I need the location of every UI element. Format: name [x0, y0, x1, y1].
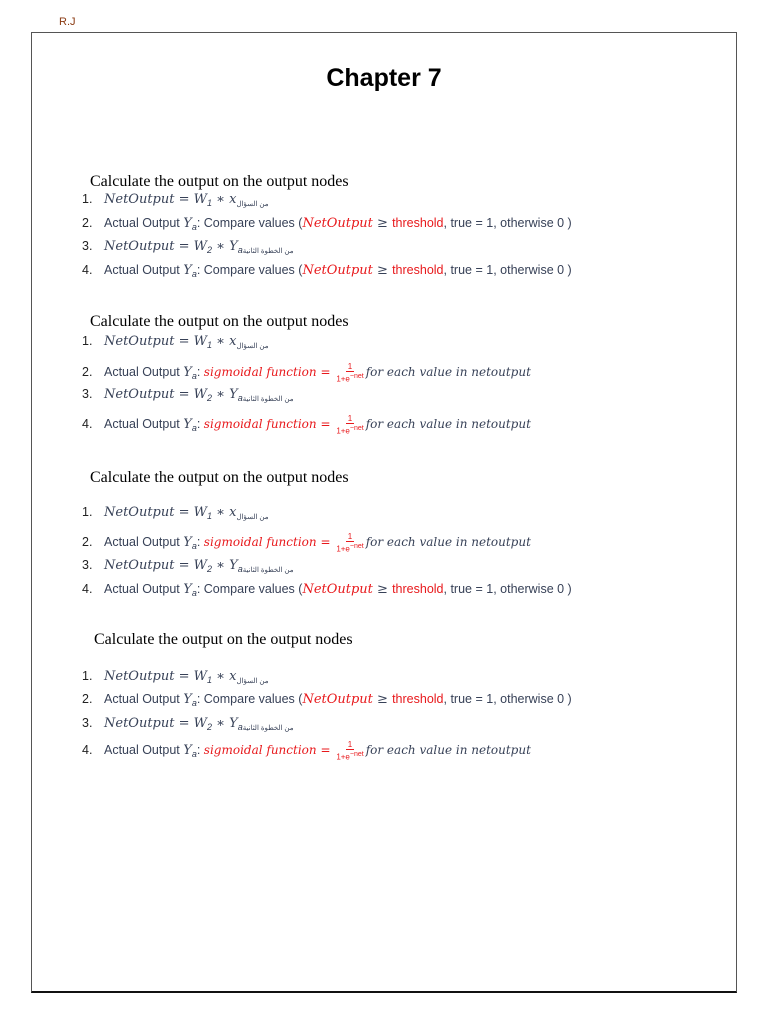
fraction-numerator: 1 — [347, 362, 353, 371]
compare-tail: , true = 1, otherwise 0 ) — [443, 263, 572, 277]
input-symbol: Y — [229, 387, 238, 402]
list-item — [82, 414, 531, 436]
netoutput-symbol: NetOutput — [104, 387, 175, 402]
list-item — [82, 716, 293, 732]
netoutput-symbol: NetOutput — [302, 263, 373, 278]
section-heading: Calculate the output on the output nodes — [90, 173, 349, 190]
weight-symbol: W — [193, 239, 208, 254]
equals-sign: = — [174, 334, 194, 349]
equals-sign: = — [174, 558, 194, 573]
list-item — [82, 239, 293, 255]
item-number: 3. — [82, 239, 93, 253]
actual-output-label: Actual Output — [104, 743, 184, 758]
list-item — [82, 582, 572, 598]
equals-sign: = — [316, 417, 335, 432]
multiply-sign: ∗ — [212, 558, 230, 573]
denominator-exponent: −net — [349, 373, 364, 380]
netoutput-symbol: NetOutput — [104, 716, 175, 731]
input-symbol: Y — [229, 239, 238, 254]
denominator-base: 1+e — [336, 544, 350, 554]
input-subscript: a — [237, 564, 243, 574]
sigmoidal-function-label: sigmoidal function — [203, 743, 317, 758]
list-item — [82, 334, 268, 350]
sigmoid-fraction — [336, 414, 363, 436]
netoutput-symbol: NetOutput — [104, 505, 175, 520]
equals-sign: = — [174, 505, 194, 520]
page-title: Chapter 7 — [326, 64, 442, 92]
ya-subscript: a — [191, 423, 197, 434]
item-number: 3. — [82, 716, 93, 730]
list-item — [82, 532, 531, 554]
denominator-base: 1+e — [336, 752, 350, 762]
ya-subscript: a — [191, 588, 197, 598]
fraction-denominator — [336, 372, 363, 384]
denominator-base: 1+e — [336, 426, 350, 436]
weight-symbol: W — [193, 669, 208, 684]
multiply-sign: ∗ — [212, 239, 230, 254]
netoutput-symbol: NetOutput — [104, 558, 175, 573]
item-number: 2. — [82, 535, 93, 550]
weight-subscript: 2 — [207, 393, 213, 403]
ya-symbol: Y — [183, 692, 192, 707]
section-heading: Calculate the output on the output nodes — [90, 313, 349, 330]
multiply-sign: ∗ — [212, 716, 230, 731]
sigmoidal-function-label: sigmoidal function — [203, 417, 317, 432]
weight-symbol: W — [193, 192, 208, 207]
arabic-note: من السؤال — [236, 201, 269, 208]
ya-subscript: a — [191, 541, 197, 552]
item-number: 2. — [82, 216, 93, 230]
list-item — [82, 558, 293, 574]
threshold-label: threshold — [392, 263, 444, 277]
list-item — [82, 692, 572, 708]
actual-output-label: Actual Output — [104, 263, 184, 277]
multiply-sign: ∗ — [212, 334, 230, 349]
ya-symbol: Y — [183, 582, 192, 597]
weight-subscript: 2 — [207, 245, 213, 255]
compare-tail: , true = 1, otherwise 0 ) — [443, 216, 572, 230]
section-heading: Calculate the output on the output nodes — [94, 631, 353, 648]
ya-subscript: a — [191, 371, 197, 382]
actual-output-label: Actual Output — [104, 365, 184, 380]
actual-output-label: Actual Output — [104, 417, 184, 432]
netoutput-symbol: NetOutput — [104, 192, 175, 207]
fraction-numerator: 1 — [347, 532, 353, 541]
item-number: 2. — [82, 365, 93, 380]
arabic-note: من السؤال — [236, 514, 269, 521]
weight-symbol: W — [193, 716, 208, 731]
colon: : — [196, 365, 204, 380]
item-number: 1. — [82, 505, 93, 519]
item-number: 3. — [82, 387, 93, 401]
fraction-denominator — [336, 424, 363, 436]
geq-sign: ≥ — [372, 216, 393, 231]
ya-subscript: a — [191, 269, 197, 279]
equals-sign: = — [316, 743, 335, 758]
threshold-label: threshold — [392, 216, 444, 230]
compare-values-label: Compare values ( — [203, 216, 303, 230]
netoutput-symbol: NetOutput — [302, 692, 373, 707]
compare-tail: , true = 1, otherwise 0 ) — [443, 692, 572, 706]
input-subscript: a — [237, 245, 243, 255]
arabic-note: من السؤال — [236, 343, 269, 350]
ya-symbol: Y — [183, 216, 192, 231]
ya-symbol: Y — [183, 263, 192, 278]
sigmoid-tail: for each value in netoutput — [365, 535, 531, 550]
sigmoid-tail: for each value in netoutput — [365, 365, 531, 380]
ya-subscript: a — [191, 222, 197, 232]
arabic-note: من السؤال — [236, 678, 269, 685]
item-number: 1. — [82, 334, 93, 348]
input-symbol: Y — [229, 558, 238, 573]
author-initials: R.J — [59, 16, 76, 28]
sigmoid-fraction — [336, 532, 363, 554]
compare-values-label: Compare values ( — [203, 263, 303, 277]
sigmoid-fraction — [336, 740, 363, 762]
section-heading: Calculate the output on the output nodes — [90, 469, 349, 486]
weight-subscript: 1 — [207, 340, 213, 350]
netoutput-symbol: NetOutput — [104, 239, 175, 254]
input-subscript: a — [237, 722, 243, 732]
list-item — [82, 192, 268, 208]
arabic-note: من الخطوة الثانية — [242, 396, 294, 403]
fraction-denominator — [336, 542, 363, 554]
ya-symbol: Y — [183, 365, 192, 381]
equals-sign: = — [316, 535, 335, 550]
list-item — [82, 669, 268, 685]
weight-subscript: 2 — [207, 722, 213, 732]
threshold-label: threshold — [392, 692, 444, 706]
equals-sign: = — [174, 716, 194, 731]
equals-sign: = — [174, 669, 194, 684]
multiply-sign: ∗ — [212, 505, 230, 520]
list-item — [82, 505, 268, 521]
arabic-note: من الخطوة الثانية — [242, 725, 294, 732]
list-item — [82, 216, 572, 232]
denominator-exponent: −net — [349, 751, 364, 758]
input-symbol: x — [229, 669, 237, 684]
ya-symbol: Y — [183, 743, 192, 759]
weight-symbol: W — [193, 387, 208, 402]
fraction-numerator: 1 — [347, 740, 353, 749]
multiply-sign: ∗ — [212, 387, 230, 402]
item-number: 2. — [82, 692, 93, 706]
ya-subscript: a — [191, 698, 197, 708]
netoutput-symbol: NetOutput — [302, 216, 373, 231]
equals-sign: = — [174, 387, 194, 402]
colon: : — [196, 692, 204, 706]
equals-sign: = — [174, 192, 194, 207]
actual-output-label: Actual Output — [104, 216, 184, 230]
colon: : — [196, 417, 204, 432]
item-number: 4. — [82, 743, 93, 758]
sigmoidal-function-label: sigmoidal function — [203, 535, 317, 550]
equals-sign: = — [174, 239, 194, 254]
sigmoidal-function-label: sigmoidal function — [203, 365, 317, 380]
input-symbol: x — [229, 334, 237, 349]
colon: : — [196, 535, 204, 550]
input-symbol: x — [229, 192, 237, 207]
weight-symbol: W — [193, 334, 208, 349]
list-item — [82, 362, 531, 384]
compare-values-label: Compare values ( — [203, 692, 303, 706]
denominator-base: 1+e — [336, 374, 350, 384]
ya-symbol: Y — [183, 417, 192, 433]
netoutput-symbol: NetOutput — [104, 669, 175, 684]
netoutput-symbol: NetOutput — [302, 582, 373, 597]
list-item — [82, 387, 293, 403]
ya-symbol: Y — [183, 535, 192, 551]
denominator-exponent: −net — [349, 543, 364, 550]
colon: : — [196, 263, 204, 277]
fraction-numerator: 1 — [347, 414, 353, 423]
list-item — [82, 263, 572, 279]
equals-sign: = — [316, 365, 335, 380]
colon: : — [196, 216, 204, 230]
input-symbol: x — [229, 505, 237, 520]
item-number: 1. — [82, 669, 93, 683]
actual-output-label: Actual Output — [104, 582, 184, 596]
multiply-sign: ∗ — [212, 192, 230, 207]
sigmoid-fraction — [336, 362, 363, 384]
threshold-label: threshold — [392, 582, 444, 596]
weight-subscript: 1 — [207, 511, 213, 521]
fraction-denominator — [336, 750, 363, 762]
item-number: 4. — [82, 582, 93, 596]
actual-output-label: Actual Output — [104, 535, 184, 550]
arabic-note: من الخطوة الثانية — [242, 248, 294, 255]
sigmoid-tail: for each value in netoutput — [365, 743, 531, 758]
geq-sign: ≥ — [372, 582, 393, 597]
geq-sign: ≥ — [372, 263, 393, 278]
item-number: 1. — [82, 192, 93, 206]
weight-symbol: W — [193, 505, 208, 520]
colon: : — [196, 582, 204, 596]
colon: : — [196, 743, 204, 758]
compare-values-label: Compare values ( — [203, 582, 303, 596]
ya-subscript: a — [191, 749, 197, 760]
item-number: 3. — [82, 558, 93, 572]
arabic-note: من الخطوة الثانية — [242, 567, 294, 574]
compare-tail: , true = 1, otherwise 0 ) — [443, 582, 572, 596]
weight-subscript: 1 — [207, 198, 213, 208]
actual-output-label: Actual Output — [104, 692, 184, 706]
sigmoid-tail: for each value in netoutput — [365, 417, 531, 432]
list-item — [82, 740, 531, 762]
geq-sign: ≥ — [372, 692, 393, 707]
weight-symbol: W — [193, 558, 208, 573]
multiply-sign: ∗ — [212, 669, 230, 684]
weight-subscript: 2 — [207, 564, 213, 574]
weight-subscript: 1 — [207, 675, 213, 685]
input-subscript: a — [237, 393, 243, 403]
item-number: 4. — [82, 263, 93, 277]
input-symbol: Y — [229, 716, 238, 731]
netoutput-symbol: NetOutput — [104, 334, 175, 349]
denominator-exponent: −net — [349, 425, 364, 432]
item-number: 4. — [82, 417, 93, 432]
